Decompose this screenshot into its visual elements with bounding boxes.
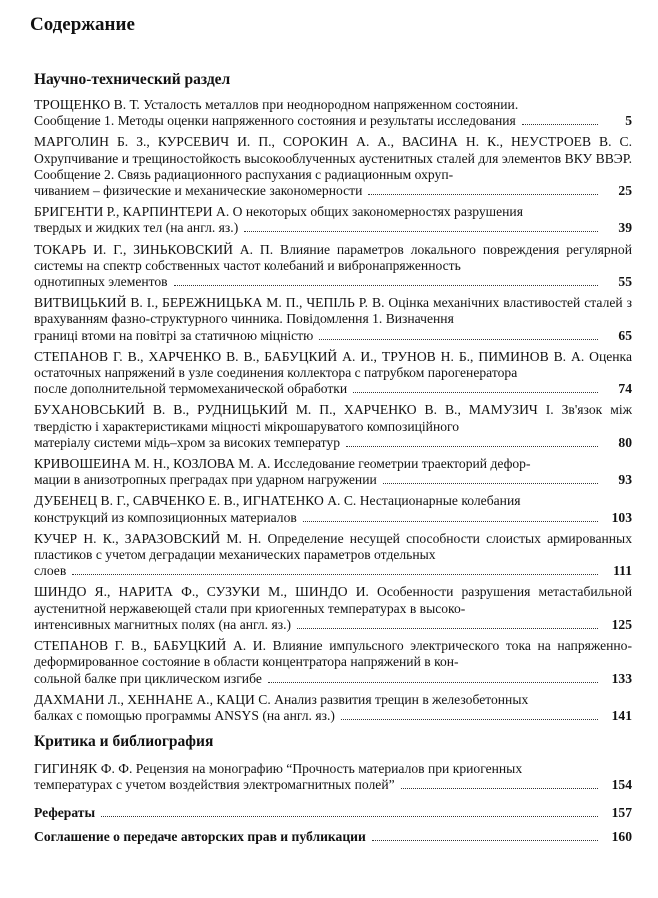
toc-entry[interactable]: [34, 204, 632, 236]
toc-entry[interactable]: [34, 402, 632, 451]
toc-entry-last-line: [34, 563, 632, 579]
leader-dots: [372, 840, 598, 841]
page-number: 5: [625, 113, 632, 129]
toc-entry-text-end: конструкций из композиционных материалов: [34, 509, 297, 525]
toc-entry-text-end: однотипных элементов: [34, 274, 168, 290]
toc-entry[interactable]: [34, 761, 632, 793]
toc-entry[interactable]: [34, 493, 632, 525]
toc-entry-text: КРИВОШЕИНА М. Н., КОЗЛОВА М. А. Исследование геометрии траекторий дефор-: [34, 456, 531, 472]
toc-entry-last-line: [34, 777, 632, 793]
toc-entry[interactable]: [34, 295, 632, 344]
toc-entry-last-line: [34, 381, 632, 397]
page-number: 25: [618, 183, 632, 199]
toc-entry-text-end: границі втоми на повітрі за статичною міцністю: [34, 327, 314, 343]
leader-dots: [303, 521, 598, 522]
toc-entry-text-end: чиванием – физические и механические закономерности: [34, 183, 363, 199]
toc-entry[interactable]: [34, 456, 632, 488]
leader-dots: [319, 339, 598, 340]
toc-entry[interactable]: [34, 638, 632, 687]
toc-entry-text-end: мации в анизотропных преградах при ударном нагружении: [34, 472, 377, 488]
page-number: 154: [611, 777, 632, 793]
toc-entry-text: ДАХМАНИ Л., ХЕННАНЕ А., КАЦИ С. Анализ развития трещин в железобетонных: [34, 691, 529, 707]
leader-dots: [101, 816, 598, 817]
toc-entry-last-line: [34, 708, 632, 724]
page-number: 125: [611, 616, 632, 632]
page-number: 74: [618, 381, 632, 397]
toc-entry-text: ДУБЕНЕЦ В. Г., САВЧЕНКО Е. В., ИГНАТЕНКО А. С. Нестационарные колебания: [34, 493, 521, 509]
toc-entry-last-line: [34, 510, 632, 526]
page-number: 55: [618, 274, 632, 290]
toc-entry-text: КУЧЕР Н. К., ЗАРАЗОВСКИЙ М. Н. Определение несущей способности слоистых армированных пластиков с учетом деградации механических параметров отдельных: [34, 530, 632, 563]
toc-item-referaty[interactable]: [34, 805, 632, 821]
toc-entry-last-line: [34, 328, 632, 344]
entries-scientific: [34, 97, 632, 724]
toc-entry-last-line: [34, 671, 632, 687]
toc-entry-text-end: матеріалу системи мідь–хром за високих температур: [34, 434, 341, 450]
toc-entry-text: БУХАНОВСЬКИЙ В. В., РУДНИЦЬКИЙ М. П., ХАРЧЕНКО В. В., МАМУЗИЧ І. Зв'язок між твердістю і характеристиками міцності мікрошаруватого композиційного: [34, 402, 632, 434]
leader-dots: [353, 392, 598, 393]
leader-dots: [72, 574, 598, 575]
toc-item-agreement[interactable]: [34, 829, 632, 845]
toc-entry[interactable]: [34, 531, 632, 580]
leader-dots: [297, 628, 598, 629]
toc-entry-text: ТРОЩЕНКО В. Т. Усталость металлов при неоднородном напряженном состоянии.: [34, 97, 519, 112]
page-number: 111: [613, 563, 632, 579]
toc-entry-text-end: балках с помощью программы ANSYS (на англ. яз.): [34, 707, 335, 723]
toc-entry-last-line: [34, 274, 632, 290]
toc-entry[interactable]: [34, 692, 632, 724]
page-number: 93: [618, 472, 632, 488]
page-number: 103: [611, 509, 632, 525]
toc-entry-text: ВИТВИЦЬКИЙ В. І., БЕРЕЖНИЦЬКА М. П., ЧЕПІЛЬ Р. В. Оцінка механічних властивостей сталей з врахуванням фазно-структурного чинника. Повідомлення 1. Визначення: [34, 295, 632, 327]
leader-dots: [368, 194, 598, 195]
page-number: 133: [611, 670, 632, 686]
toc-entry-text-end: сольной балке при циклическом изгибе: [34, 670, 262, 686]
toc-entry[interactable]: [34, 584, 632, 633]
toc-entry-last-line: [34, 472, 632, 488]
toc-entry[interactable]: [34, 97, 632, 129]
toc-entry-text-end: слоев: [34, 563, 67, 579]
leader-dots: [522, 124, 598, 125]
toc-entry[interactable]: [34, 242, 632, 291]
entries-criticism: [34, 761, 632, 793]
toc-entry-text: СТЕПАНОВ Г. В., БАБУЦКИЙ А. И. Влияние импульсного электрического тока на напряженно-деформированное состояние в области концентратора напряжений в кон-: [34, 638, 632, 670]
page-number: 65: [618, 327, 632, 343]
toc-entry[interactable]: [34, 134, 632, 199]
toc-entry-text: ТОКАРЬ И. Г., ЗИНЬКОВСКИЙ А. П. Влияние параметров локального повреждения регулярной системы на спектр собственных частот колебаний и вибронапряженность: [34, 241, 632, 273]
leader-dots: [268, 682, 598, 683]
toc-entry-last-line: [34, 617, 632, 633]
leader-dots: [174, 285, 598, 286]
page-title: Содержание: [30, 14, 135, 35]
toc-entry-text-end: интенсивных магнитных полях (на англ. яз.): [34, 616, 292, 632]
toc-entry-text: БРИГЕНТИ Р., КАРПИНТЕРИ А. О некоторых общих закономерностях разрушения: [34, 204, 523, 220]
leader-dots: [341, 719, 598, 720]
toc-entry-last-line: [34, 113, 632, 129]
page-number: 160: [611, 828, 632, 844]
leader-dots: [383, 483, 598, 484]
toc-entry-text: ШИНДО Я., НАРИТА Ф., СУЗУКИ М., ШИНДО И. Особенности разрушения метастабильной аустенитной нержавеющей стали при криогенных температурах в высоко-: [34, 584, 632, 616]
section-title-criticism: Критика и библиография: [34, 733, 214, 751]
page-number: 141: [611, 707, 632, 723]
page-number: 80: [618, 434, 632, 450]
toc-entry-text-end: температурах с учетом воздействия электромагнитных полей”: [34, 777, 395, 793]
page-number: 39: [618, 220, 632, 236]
toc-entry-text-end: твердых и жидких тел (на англ. яз.): [34, 220, 239, 236]
toc-entry-last-line: [34, 183, 632, 199]
toc-entry-text: МАРГОЛИН Б. З., КУРСЕВИЧ И. П., СОРОКИН А. А., ВАСИНА Н. К., НЕУСТРОЕВ В. С. Охрупчивание и трещиностойкость высокооблученных аустенитных сталей для элементов ВКУ ВВЭР. Сообщение 2. Связь радиационного распухания с радиационным охруп-: [34, 134, 632, 182]
toc-entry-text: СТЕПАНОВ Г. В., ХАРЧЕНКО В. В., БАБУЦКИЙ А. И., ТРУНОВ Н. Б., ПИМИНОВ В. А. Оценка остаточных напряжений в узле соединения коллектора с патрубком парогенератора: [34, 348, 632, 381]
page-number: 157: [611, 804, 632, 820]
toc-item-label: Соглашение о передаче авторских прав и публикации: [34, 828, 366, 844]
leader-dots: [346, 446, 598, 447]
section-title-scientific: Научно-технический раздел: [34, 71, 231, 88]
leader-dots: [244, 231, 598, 232]
toc-entry-text-end: Сообщение 1. Методы оценки напряженного состояния и результаты исследования: [34, 113, 516, 129]
leader-dots: [401, 788, 598, 789]
toc-entry-last-line: [34, 220, 632, 236]
toc-entry-last-line: [34, 435, 632, 451]
toc-entry-text-end: после дополнительной термомеханической обработки: [34, 381, 348, 397]
toc-entry[interactable]: [34, 349, 632, 398]
toc-item-label: Рефераты: [34, 804, 96, 820]
toc-entry-text: ГИГИНЯК Ф. Ф. Рецензия на монографию “Прочность материалов при криогенных: [34, 761, 523, 777]
